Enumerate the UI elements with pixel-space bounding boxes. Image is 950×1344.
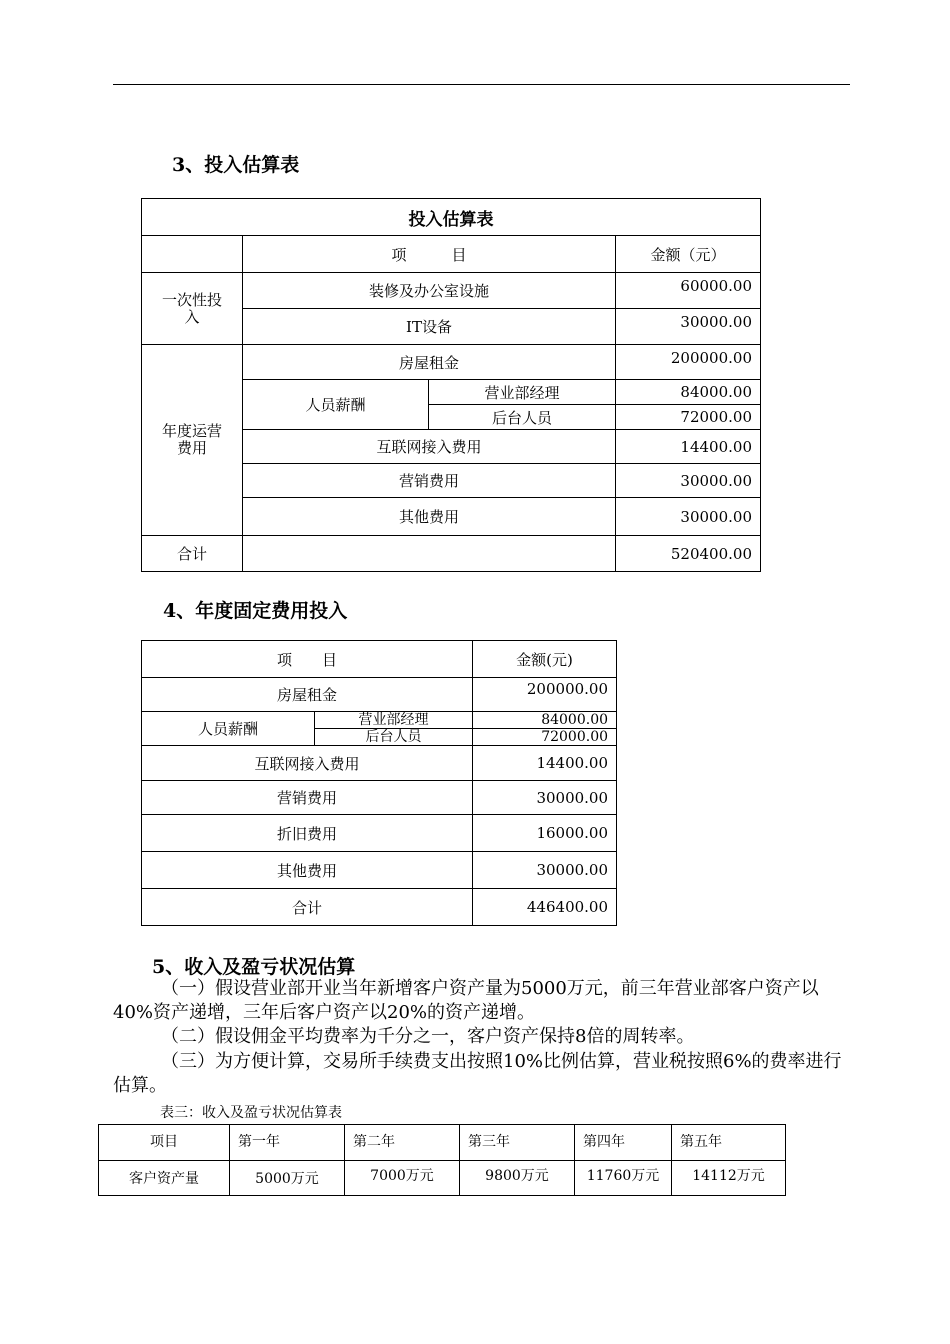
col-amount-header: 金额(元) [473,641,617,678]
row-value: 200000.00 [473,678,617,712]
row-sublabel: 后台人员 [429,405,616,430]
col-item-header: 项 目 [142,641,473,678]
row-label: 房屋租金 [243,345,616,380]
row-label: 其他费用 [243,498,616,536]
row-label: 客户资产量 [99,1161,230,1196]
paragraph-3: （三）为方便计算，交易所手续费支出按照10%比例估算，营业税按照6%的费率进行估算。 [113,1051,842,1096]
paragraph-1: （一）假设营业部开业当年新增客户资产量为5000万元，前三年营业部客户资产以40%资产递增，三年后客户资产以20%的资产递增。 [113,978,819,1023]
header-cell: 项目 [99,1125,230,1161]
section5-heading: 5、收入及盈亏状况估算 [152,956,356,978]
header-cell: 第五年 [672,1125,786,1161]
row-value: 200000.00 [616,345,761,380]
col-item-header: 项 目 [243,236,616,273]
blank-cell [243,536,616,572]
annual-fixed-cost-table [141,640,617,926]
row-value: 7000万元 [345,1161,460,1196]
row-value: 16000.00 [473,815,617,852]
row-label: 营销费用 [243,464,616,498]
row-label-total: 合计 [142,536,243,572]
row-value: 30000.00 [616,309,761,345]
row-label: 装修及办公室设施 [243,273,616,309]
row-label: IT设备 [243,309,616,345]
row-value: 30000.00 [616,464,761,498]
row-value: 14400.00 [473,746,617,781]
income-estimate-table [98,1124,786,1196]
row-value: 30000.00 [473,781,617,815]
row-sublabel: 营业部经理 [429,380,616,405]
row-value: 14112万元 [672,1161,786,1196]
row-value: 60000.00 [616,273,761,309]
row-value: 72000.00 [473,729,617,746]
group-annual-operating: 年度运营费用 [142,345,243,536]
row-sublabel: 营业部经理 [315,712,473,729]
row-label-salary: 人员薪酬 [243,380,429,430]
paragraph-2: （二）假设佣金平均费率为千分之一，客户资产保持8倍的周转率。 [161,1026,695,1047]
table-caption: 投入估算表 [142,199,761,236]
header-cell: 第三年 [460,1125,575,1161]
section4-heading: 4、年度固定费用投入 [163,600,348,622]
header-rule [113,84,850,85]
row-value: 72000.00 [616,405,761,430]
row-label: 互联网接入费用 [243,430,616,464]
row-label-total: 合计 [142,889,473,926]
group-one-time: 一次性投入 [142,273,243,345]
row-label: 营销费用 [142,781,473,815]
header-cell: 第一年 [230,1125,345,1161]
row-label: 互联网接入费用 [142,746,473,781]
row-value: 14400.00 [616,430,761,464]
total-value: 520400.00 [616,536,761,572]
row-value: 9800万元 [460,1161,575,1196]
row-value: 30000.00 [473,852,617,889]
section3-heading: 3、投入估算表 [172,154,300,176]
row-value: 11760万元 [575,1161,672,1196]
row-value: 30000.00 [616,498,761,536]
col-amount-header: 金额（元） [616,236,761,273]
row-value: 5000万元 [230,1161,345,1196]
table3-caption: 表三：收入及盈亏状况估算表 [160,1105,342,1121]
header-cell: 第四年 [575,1125,672,1161]
row-label: 其他费用 [142,852,473,889]
row-value: 84000.00 [616,380,761,405]
row-sublabel: 后台人员 [315,729,473,746]
header-cell: 第二年 [345,1125,460,1161]
blank-header-cell [142,236,243,273]
row-value: 84000.00 [473,712,617,729]
investment-estimate-table [141,198,761,572]
row-label: 折旧费用 [142,815,473,852]
total-value: 446400.00 [473,889,617,926]
row-label-salary: 人员薪酬 [142,712,315,746]
row-label: 房屋租金 [142,678,473,712]
